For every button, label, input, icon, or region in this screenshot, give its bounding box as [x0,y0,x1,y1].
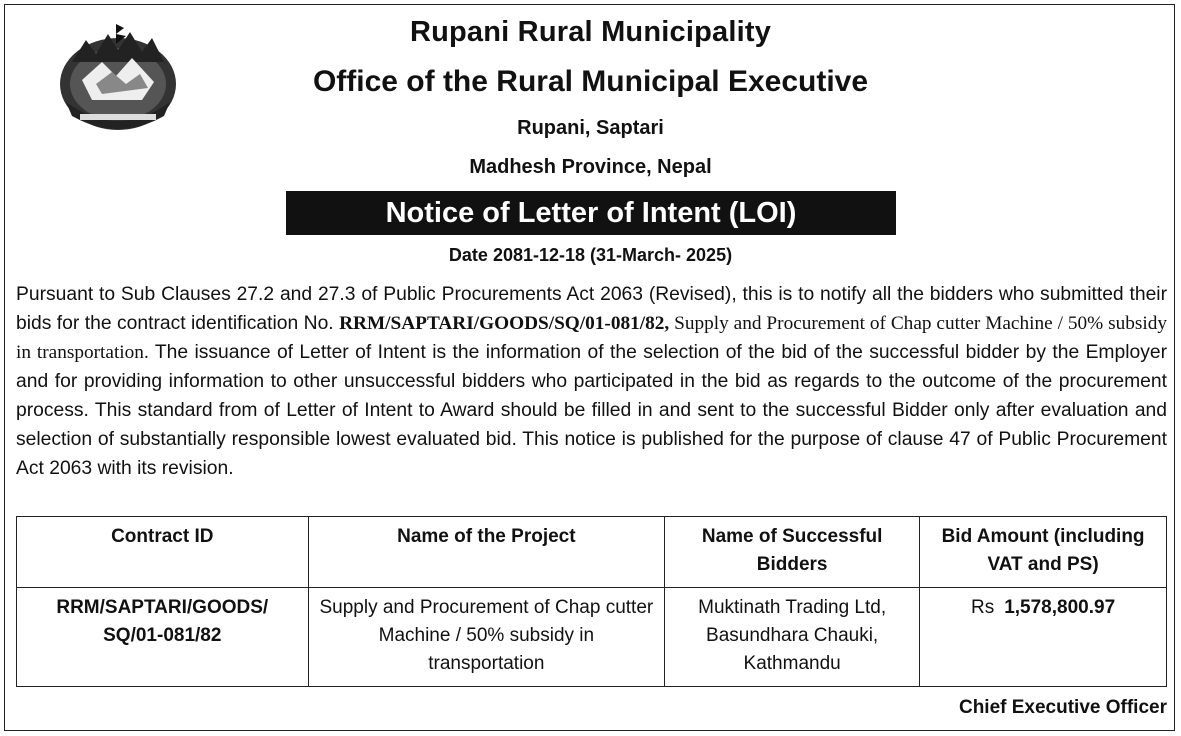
col-header-contract-id: Contract ID [17,517,309,588]
notice-date: Date 2081-12-18 (31-March- 2025) [448,245,733,265]
signatory-title: Chief Executive Officer [958,697,1167,718]
col-header-bidders: Name of Successful Bidders [665,517,920,588]
col-header-bid-amount: Bid Amount (including VAT and PS) [920,517,1167,588]
office-location: Rupani, Saptari [517,117,664,139]
project-description: Supply and Procurement of Chap cutter Machine / 50% subsidy in transportation. [16,313,1168,363]
cell-contract-id: RRM/SAPTARI/GOODS/ SQ/01-081/82 [17,588,309,687]
amount-value: 1,578,800.97 [1004,597,1116,618]
cell-bidder: Muktinath Trading Ltd, Basundhara Chauki, Kathmandu [665,588,920,687]
notice-body [16,280,1167,483]
notice-title-banner: Notice of Letter of Intent (LOI) [286,191,896,235]
municipality-name: Rupani Rural Municipality [409,16,772,48]
body-details: The issuance of Letter of Intent is the information of the selection of the bid of the successful bidder by the Employer and for providing information to other unsuccessful bidders who participated in the bid as regards to the outcome of the procurement process. This standard from of Letter of Intent to Award should be filled in and sent to the successful Bidder only after evaluation and selection of substantially responsible lowest evaluated bid. This notice is published for the purpose of clause 47 of Public Procurement Act 2063 with its revision. [16,342,1168,479]
table-row [17,588,1167,687]
amount-currency: Rs [970,597,995,618]
office-name: Office of the Rural Municipal Executive [312,65,869,98]
cell-bid-amount [920,588,1167,687]
province-country: Madhesh Province, Nepal [469,156,712,178]
cell-project: Supply and Procurement of Chap cutter Machine / 50% subsidy in transportation [308,588,665,687]
table-header-row [17,517,1167,588]
contract-reference: RRM/SAPTARI/GOODS/SQ/01-081/82, [339,313,670,334]
col-header-project: Name of the Project [308,517,665,588]
body-intro: Pursuant to Sub Clauses 27.2 and 27.3 of Public Procurements Act 2063 (Revised), this is to notify all the bidders who submitted their bids for the contract identification No. [16,284,1167,334]
award-table [16,516,1167,687]
